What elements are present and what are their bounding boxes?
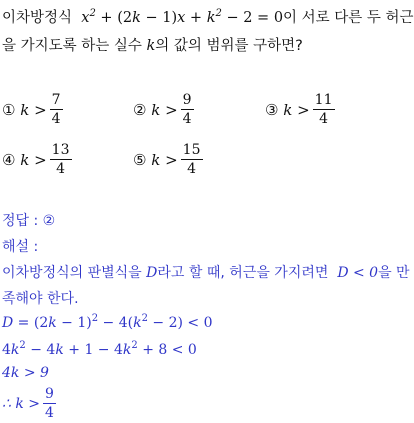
choice-fraction: $\frac{15}{4}$ <box>182 142 201 177</box>
explanation-line-1 <box>2 262 410 282</box>
choice-marker: ④ <box>2 150 16 169</box>
explanation-text: 라고 할 때, 허근을 가지려면 <box>157 265 329 281</box>
question-line-1 <box>2 6 414 27</box>
question-prefix-2: 을 가지도록 하는 실수 <box>2 38 142 54</box>
question-suffix-2: 의 값의 범위를 구하면? <box>155 38 303 54</box>
choice-lhs: k > <box>151 150 178 169</box>
choice-marker: ⑤ <box>133 150 147 169</box>
answer-label: 정답 : ② <box>2 213 56 229</box>
question-line-2 <box>2 34 303 55</box>
choice-fraction: $\frac{9}{4}$ <box>182 92 192 127</box>
conclusion <box>2 386 56 421</box>
choice-3[interactable] <box>265 92 335 127</box>
choice-lhs: k > <box>151 100 178 119</box>
choice-1[interactable] <box>2 92 63 127</box>
question-prefix: 이차방정식 <box>2 10 73 26</box>
equation: $x^2 + (2k - 1)x + k^2 - 2 = 0$ <box>76 8 284 26</box>
conclusion-fraction: $\frac{9}{4}$ <box>45 386 54 421</box>
choice-fraction: $\frac{7}{4}$ <box>51 92 61 127</box>
explanation-text: 이차방정식의 판별식을 <box>2 265 142 281</box>
step-2: $4k^2 - 4k + 1 - 4k^2 + 8 < 0$ <box>2 340 197 358</box>
explanation-line-2: 족해야 한다. <box>2 291 79 307</box>
choice-fraction: $\frac{13}{4}$ <box>51 142 70 177</box>
step-3: 4k > 9 <box>2 365 49 381</box>
choice-lhs: k > <box>20 100 47 119</box>
choice-lhs: k > <box>283 100 310 119</box>
choice-2[interactable] <box>133 92 194 127</box>
explanation-text: 을 만 <box>378 265 410 281</box>
choice-fraction: $\frac{11}{4}$ <box>314 92 333 127</box>
discriminant-var: D <box>146 265 158 281</box>
conclusion-lhs: ∴ k > <box>2 395 41 412</box>
choice-marker: ② <box>133 100 147 119</box>
choice-4[interactable] <box>2 142 72 177</box>
question-var: k <box>146 38 156 54</box>
step-1: $D = (2k - 1)^2 - 4(k^2 - 2) < 0$ <box>2 313 213 331</box>
explanation-label: 해설 : <box>2 239 39 255</box>
choice-marker: ① <box>2 100 16 119</box>
choice-5[interactable] <box>133 142 203 177</box>
choice-marker: ③ <box>265 100 279 119</box>
condition: D < 0 <box>337 265 379 281</box>
choice-lhs: k > <box>20 150 47 169</box>
question-suffix: 이 서로 다른 두 허근 <box>283 10 414 26</box>
